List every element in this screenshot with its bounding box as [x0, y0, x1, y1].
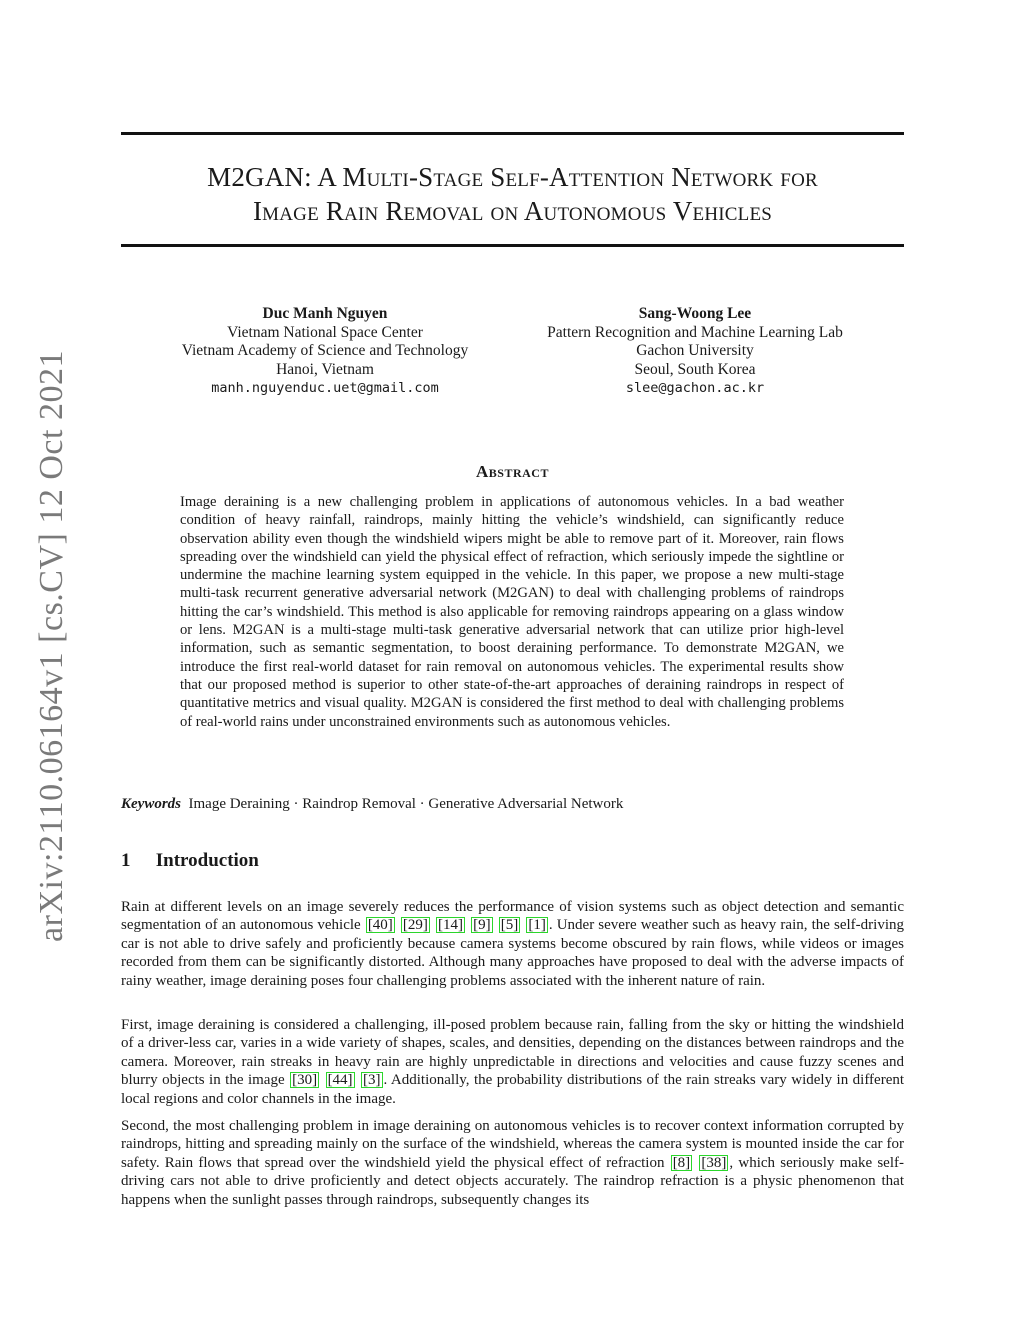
- keywords-label: Keywords: [121, 796, 181, 812]
- paragraph-text: , which seriously make self-driving cars not able to drive proficiently and detect objects accurately. The raindrop refraction is a physic phenomenon that happens when the sunlight passes through raindrops, subsequently changes its: [121, 1154, 904, 1208]
- citation-link[interactable]: [14]: [438, 917, 464, 934]
- citation-link[interactable]: [1]: [528, 917, 546, 934]
- author-email: manh.nguyenduc.uet@gmail.com: [211, 380, 439, 396]
- citation-link[interactable]: [38]: [701, 1154, 727, 1171]
- intro-paragraph-2: [121, 1016, 904, 1108]
- author-email: slee@gachon.ac.kr: [625, 380, 765, 396]
- section-number: 1: [121, 850, 131, 871]
- citation-link[interactable]: [29]: [402, 917, 428, 934]
- citation-link[interactable]: [30]: [292, 1072, 318, 1089]
- citation-link[interactable]: [3]: [363, 1072, 381, 1089]
- title-top-rule: [121, 132, 904, 135]
- intro-paragraph-1: [121, 898, 904, 990]
- title-bottom-rule: [121, 244, 904, 247]
- author-location: Hanoi, Vietnam: [276, 360, 374, 378]
- author-affiliation: Pattern Recognition and Machine Learning Lab: [547, 323, 843, 341]
- citation-link[interactable]: [40]: [367, 917, 393, 934]
- citation-link[interactable]: [8]: [672, 1154, 691, 1171]
- author-block-1: [160, 305, 490, 398]
- title-line-2: Image Rain Removal on Autonomous Vehicles: [252, 196, 773, 226]
- section-title: Introduction: [155, 850, 259, 871]
- keywords-text: Image Deraining · Raindrop Removal · Generative Adversarial Network: [188, 796, 624, 812]
- author-affiliation: Vietnam National Space Center: [227, 323, 423, 341]
- author-name: Duc Manh Nguyen: [262, 305, 388, 322]
- paragraph-text: Rain at different levels on an image severely reduces the performance of vision systems such as object detection and semantic segmentation of an autonomous vehicle: [121, 899, 904, 934]
- paragraph-text: Second, the most challenging problem in image deraining on autonomous vehicles is to recover context information corrupted by raindrops, hitting and spreading mainly on the surface of the windshield, whereas the camera system is mounted inside the car for safety. Rain flows that spread over the windshield yield the physical effect of refraction: [121, 1118, 904, 1171]
- paragraph-text: . Additionally, the probability distributions of the rain streaks vary widely in different local regions and color channels in the image.: [121, 1072, 905, 1107]
- keywords-line: [121, 795, 904, 813]
- author-block-2: [530, 305, 860, 398]
- paragraph-text: First, image deraining is considered a challenging, ill-posed problem because rain, falling from the sky or hitting the windshield of a driver-less car, varies in a wide variety of shapes, scales, and densities, depending on the distances between raindrops and the camera. Moreover, rain streaks in heavy rain are highly unpredictable in directions and velocities and cause fuzzy scenes and blurry objects in the image: [121, 1017, 904, 1089]
- paper-title: [121, 160, 904, 228]
- title-line-1: M2GAN: A Multi-Stage Self-Attention Network for: [207, 162, 818, 192]
- author-affiliation: Vietnam Academy of Science and Technology: [181, 342, 469, 359]
- citation-link[interactable]: [44]: [327, 1072, 353, 1089]
- citation-link[interactable]: [9]: [473, 917, 491, 934]
- author-location: Seoul, South Korea: [634, 360, 756, 378]
- citation-link[interactable]: [5]: [500, 917, 519, 934]
- intro-paragraph-3: [121, 1117, 904, 1209]
- paragraph-text: . Under severe weather such as heavy rain, the self-driving car is not able to drive safely and proficiently because camera systems become obscured by rain flows, while videos or images recorded from them can be significantly distorted. Although many approaches have proposed to deal with the adverse impacts of rainy weather, image deraining poses four challenging problems associated with the inherent nature of rain.: [121, 917, 905, 989]
- abstract-heading: Abstract: [476, 462, 549, 481]
- author-name: Sang-Woong Lee: [638, 305, 752, 322]
- section-heading-introduction: [121, 850, 259, 872]
- arxiv-identifier-stamp: arXiv:2110.06164v1 [cs.CV] 12 Oct 2021: [33, 350, 70, 942]
- author-affiliation: Gachon University: [636, 342, 754, 359]
- abstract-text: Image deraining is a new challenging problem in applications of autonomous vehicles. In a bad weather condition of heavy rainfall, raindrops, mainly hitting the vehicle’s windshield, can significantly reduce observation ability even though the windshield wipers might be able to remove part of it. Moreover, rain flows spreading over the windshield can yield the physical effect of refraction, which seriously impede the sightline or undermine the machine learning system equipped in the vehicle. In this paper, we propose a new multi-stage multi-task recurrent generative adversarial network (M2GAN) to deal with challenging problems of raindrops hitting the car’s windshield. This method is also applicable for removing raindrops appearing on a glass window or lens. M2GAN is a multi-stage multi-task generative adversarial network that can utilize prior high-level information, such as semantic segmentation, to boost deraining performance. To demonstrate M2GAN, we introduce the first real-world dataset for rain removal on autonomous vehicles. The experimental results show that our proposed method is superior to other state-of-the-art approaches of deraining raindrops in respect of quantitative metrics and visual quality. M2GAN is considered the first method to deal with challenging problems of real-world rains under unconstrained environments such as autonomous vehicles.: [180, 494, 844, 730]
